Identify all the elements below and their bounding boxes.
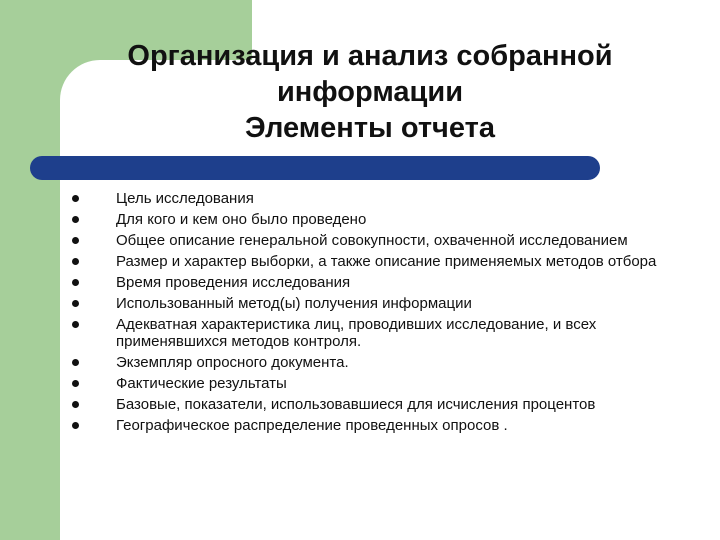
- title-line-2: информации: [276, 76, 464, 108]
- list-item-text: Базовые, показатели, использовавшиеся для исчисления процентов: [116, 396, 596, 414]
- bullet-icon: [72, 216, 79, 223]
- list-item-text: Размер и характер выборки, а также описание применяемых методов отбора: [116, 253, 657, 270]
- list-item-text: Адекватная характеристика лиц, проводивших исследование, и всех применявшихся методов контроля.: [116, 316, 597, 351]
- bullet-list: [72, 190, 692, 438]
- bullet-icon: [72, 359, 79, 366]
- title-divider-bar: [30, 156, 600, 180]
- bullet-icon: [72, 401, 79, 408]
- list-item: [72, 211, 692, 228]
- list-item-text: Фактические результаты: [116, 375, 287, 393]
- title-line-1: Организация и анализ собранной: [127, 40, 613, 72]
- list-item: [72, 295, 692, 312]
- bullet-icon: [72, 279, 79, 286]
- list-item: [72, 274, 692, 291]
- title-line-3: Элементы отчета: [245, 112, 495, 144]
- slide-title: [100, 38, 640, 146]
- bullet-icon: [72, 195, 79, 202]
- list-item-text: Географическое распределение проведенных опросов .: [116, 417, 508, 435]
- list-item: [72, 316, 692, 351]
- list-item: [72, 190, 692, 207]
- bullet-icon: [72, 422, 79, 429]
- list-item: [72, 375, 692, 392]
- bullet-icon: [72, 321, 79, 328]
- list-item-text: Время проведения исследования: [116, 274, 351, 291]
- list-item: [72, 354, 692, 371]
- list-item-text: Использованный метод(ы) получения информации: [116, 295, 472, 312]
- list-item-text: Экземпляр опросного документа.: [116, 354, 349, 372]
- list-item-text: Цель исследования: [116, 190, 254, 207]
- bullet-icon: [72, 237, 79, 244]
- list-item: [72, 417, 692, 434]
- bullet-icon: [72, 380, 79, 387]
- list-item: [72, 396, 692, 413]
- bullet-icon: [72, 300, 79, 307]
- bullet-icon: [72, 258, 79, 265]
- list-item-text: Для кого и кем оно было проведено: [116, 211, 367, 228]
- list-item-text: Общее описание генеральной совокупности, охваченной исследованием: [116, 232, 628, 249]
- list-item: [72, 232, 692, 249]
- list-item: [72, 253, 692, 270]
